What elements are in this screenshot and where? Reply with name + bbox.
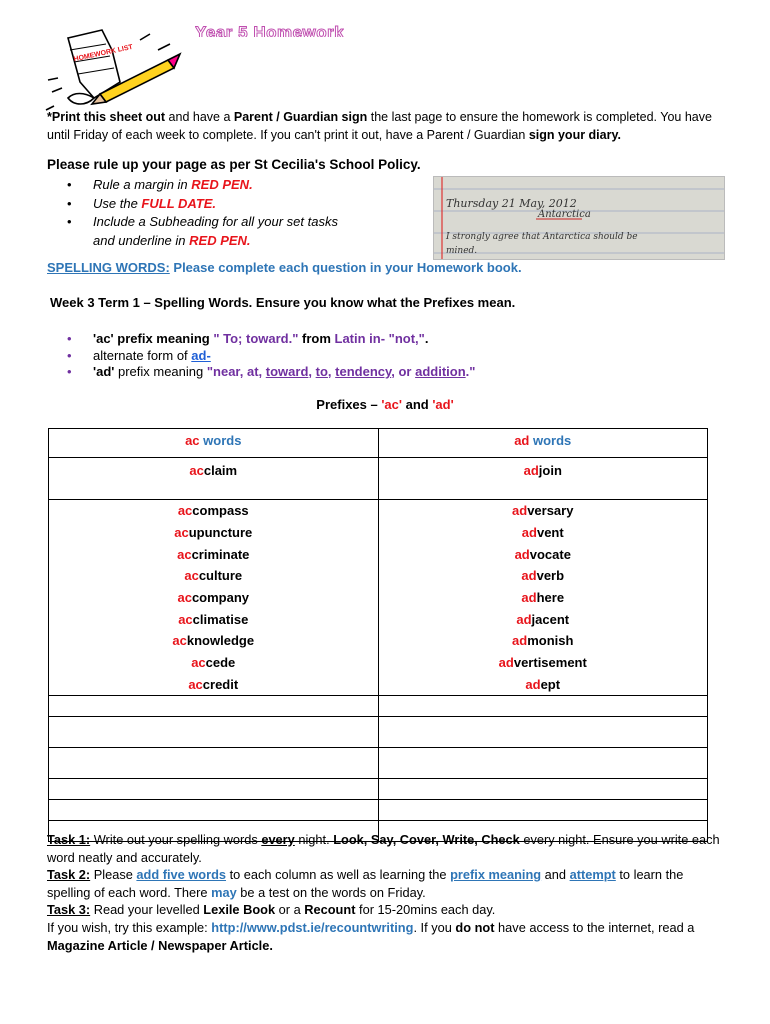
word-prefix: ac — [177, 590, 192, 606]
word-prefix: ac — [177, 546, 192, 562]
header-ac-words — [49, 429, 379, 458]
word-prefix: ad — [498, 655, 514, 671]
prefix-meanings — [67, 331, 475, 381]
table-header-row — [49, 429, 708, 458]
ad-link[interactable]: ad- — [191, 347, 211, 363]
prefix-ad-meaning — [67, 364, 475, 381]
task-emphasis: Lexile Book — [203, 902, 276, 918]
word-prefix: ad — [514, 546, 530, 562]
word-prefix: ad — [523, 463, 539, 478]
policy-rule — [65, 195, 338, 214]
meaning-purple: ." — [465, 364, 476, 379]
ad-word-cell — [378, 500, 708, 522]
ac-word-cell — [49, 608, 379, 630]
word-stem: ept — [540, 676, 561, 692]
task-text: have access to the internet, read a — [494, 919, 695, 935]
meaning-purple: , — [327, 364, 336, 379]
rule-text: Rule a margin in — [93, 177, 192, 192]
meaning-text: prefix meaning — [114, 364, 207, 379]
ac-word-cell — [49, 674, 379, 696]
task-2-label: Task 2: — [47, 867, 91, 883]
meaning-purple: Latin in- "not," — [334, 331, 425, 346]
empty-word-cell[interactable] — [378, 717, 708, 748]
word-stem: credit — [202, 676, 239, 692]
task-text: . If you — [413, 919, 456, 935]
rule-text: Include a Subheading for all your set tasks — [93, 214, 338, 229]
prefix-ac: 'ac' — [93, 331, 114, 346]
word-stem: compass — [192, 503, 249, 519]
word-stem: climatise — [192, 611, 249, 627]
word-prefix: ad — [512, 503, 528, 519]
ad-word-cell — [378, 587, 708, 609]
task-emphasis: every — [261, 832, 295, 847]
ad-word-cell — [378, 522, 708, 544]
rule-red: RED PEN. — [191, 177, 253, 192]
header-label: words — [199, 433, 242, 448]
ad-word-cell — [378, 608, 708, 630]
prefix-words-table — [48, 428, 708, 842]
empty-word-cell[interactable] — [378, 800, 708, 821]
word-stem: cede — [205, 655, 236, 671]
word-stem: claim — [203, 463, 238, 478]
task-3-label: Task 3: — [47, 902, 91, 918]
word-row — [49, 543, 708, 565]
policy-rules — [65, 176, 338, 250]
task-text: or a — [275, 902, 305, 918]
task-text: Please — [90, 867, 137, 883]
word-prefix: ac — [178, 611, 193, 627]
header-prefix: ad — [514, 433, 530, 448]
ad-word-cell — [378, 543, 708, 565]
table-title — [0, 397, 770, 412]
word-stem: upuncture — [188, 525, 253, 541]
ad-word-cell — [378, 565, 708, 587]
empty-word-cell[interactable] — [378, 696, 708, 717]
word-stem: vocate — [529, 546, 571, 562]
recount-writing-link[interactable]: http://www.pdst.ie/recountwriting — [211, 919, 414, 935]
policy-rule — [65, 213, 338, 250]
word-prefix: ad — [512, 633, 528, 649]
task-emphasis: Look, Say, Cover, Write, Check — [333, 832, 520, 847]
ac-word-cell — [49, 587, 379, 609]
ad-word-cell — [378, 458, 708, 500]
clipart-label: HOMEWORK LIST — [73, 43, 134, 64]
word-row — [49, 522, 708, 544]
prefix-ad: 'ad' — [93, 364, 115, 379]
header-ad-words — [378, 429, 708, 458]
word-row — [49, 608, 708, 630]
word-stem: vertisement — [513, 655, 587, 671]
ac-word-cell — [49, 522, 379, 544]
attempt-link[interactable]: attempt — [569, 867, 616, 883]
task-text: night. — [294, 832, 334, 847]
empty-word-row — [49, 800, 708, 821]
page-title: Year 5 Homework — [195, 23, 345, 37]
task-text: and — [541, 867, 570, 883]
empty-word-cell[interactable] — [378, 779, 708, 800]
word-stem: here — [536, 590, 565, 606]
meaning-purple: " To; toward." — [213, 331, 299, 346]
word-prefix: ad — [521, 590, 537, 606]
task-text: for 15-20mins each day. — [355, 902, 496, 918]
meaning-text: from — [298, 331, 335, 346]
policy-heading: Please rule up your page as per St Cecilia's School Policy. — [47, 157, 421, 172]
meaning-purple: , or — [391, 364, 416, 379]
word-prefix: ad — [525, 676, 541, 692]
table-title-ad: 'ad' — [432, 397, 454, 412]
addition-link[interactable]: addition — [415, 364, 466, 379]
word-stem: culture — [198, 568, 243, 584]
ac-word-cell — [49, 630, 379, 652]
empty-word-row — [49, 748, 708, 779]
word-stem: verb — [536, 568, 565, 584]
empty-word-cell[interactable] — [49, 696, 379, 717]
word-prefix: ac — [174, 525, 189, 541]
task-text: to learn the spelling of each word. There — [47, 867, 684, 900]
photo-line: mined. — [446, 246, 478, 256]
intro-bold-2: Parent / Guardian sign — [233, 110, 368, 124]
prefix-alt-form — [67, 348, 475, 365]
word-stem: vent — [536, 525, 564, 541]
word-prefix: ac — [184, 568, 199, 584]
table-title-ac: 'ac' — [381, 397, 402, 412]
ac-word-cell — [49, 565, 379, 587]
photo-date: Thursday 21 May, 2012 — [446, 197, 577, 210]
task-1-label: Task 1: — [47, 832, 91, 847]
intro-text-1: and have a — [165, 110, 234, 124]
table-title-text: and — [402, 397, 433, 412]
ad-word-cell — [378, 652, 708, 674]
word-row — [49, 674, 708, 696]
empty-word-cell[interactable] — [49, 779, 379, 800]
word-row — [49, 458, 708, 500]
empty-word-row — [49, 696, 708, 717]
word-prefix: ac — [172, 633, 187, 649]
word-prefix: ac — [188, 676, 203, 692]
task-emphasis: Magazine Article / Newspaper Article. — [47, 937, 273, 953]
word-row — [49, 500, 708, 522]
word-stem: versary — [527, 503, 574, 519]
word-prefix: ad — [521, 525, 537, 541]
ac-word-cell — [49, 458, 379, 500]
task-text: If you wish, try this example: — [47, 919, 212, 935]
policy-rule — [65, 176, 338, 195]
word-row — [49, 652, 708, 674]
word-stem: jacent — [531, 611, 570, 627]
intro-bold-1: *Print this sheet out — [47, 110, 166, 124]
tendency-link[interactable]: tendency — [335, 364, 392, 379]
empty-word-row — [49, 779, 708, 800]
empty-word-cell[interactable] — [49, 748, 379, 779]
meaning-text: prefix meaning — [113, 331, 214, 346]
meaning-text: alternate form of — [93, 347, 192, 363]
spelling-label: SPELLING WORDS: — [47, 260, 170, 275]
prefix-meaning-link[interactable]: prefix meaning — [450, 867, 542, 883]
rule-text: Use the — [93, 195, 142, 211]
word-row — [49, 587, 708, 609]
empty-word-cell[interactable] — [49, 800, 379, 821]
rule-red: RED PEN. — [189, 232, 251, 248]
word-prefix: ad — [521, 568, 537, 584]
ad-word-cell — [378, 630, 708, 652]
week-heading: Week 3 Term 1 – Spelling Words. Ensure you know what the Prefixes mean. — [50, 295, 516, 310]
task-emphasis: may — [211, 884, 237, 900]
header-label: words — [529, 433, 572, 448]
task-emphasis: Recount — [304, 902, 356, 918]
word-row — [49, 630, 708, 652]
task-text: every night. Ensure you write each word neatly and accurately. — [47, 832, 720, 865]
table-title-text: Prefixes – — [316, 397, 382, 412]
ad-word-cell — [378, 674, 708, 696]
word-prefix: ac — [191, 655, 206, 671]
word-prefix: ad — [516, 611, 532, 627]
rule-red: FULL DATE. — [141, 195, 217, 211]
intro-text-2: the last page to ensure the homework is completed. You have until Friday of each week to complete. If you can't print it out, have a Parent / Guardian — [47, 110, 712, 142]
empty-word-cell[interactable] — [378, 748, 708, 779]
meaning-purple: "near, at, — [206, 364, 266, 379]
word-stem: knowledge — [186, 633, 255, 649]
word-stem: company — [191, 590, 250, 606]
intro-bold-3: sign your diary. — [528, 128, 621, 142]
toward-link[interactable]: toward — [265, 364, 309, 379]
empty-word-row — [49, 717, 708, 748]
rule-text: and underline in — [93, 232, 190, 248]
intro-paragraph — [47, 108, 717, 144]
word-prefix: ac — [177, 503, 193, 519]
tasks-section — [47, 831, 727, 954]
word-prefix: ac — [189, 463, 204, 478]
ac-word-cell — [49, 652, 379, 674]
photo-line: I strongly agree that Antarctica should be — [446, 232, 638, 242]
spelling-text: Please complete each question in your Homework book. — [169, 260, 522, 275]
spelling-heading — [47, 260, 522, 275]
word-stem: join — [538, 463, 562, 478]
task-text: Write out your spelling words — [90, 832, 262, 847]
task-text: Read your levelled — [90, 902, 204, 918]
add-five-words-link[interactable]: add five words — [136, 867, 227, 883]
meaning-purple: , — [308, 364, 316, 379]
ac-word-cell — [49, 543, 379, 565]
empty-word-cell[interactable] — [49, 717, 379, 748]
task-emphasis: do not — [455, 919, 495, 935]
homework-clipart — [40, 20, 190, 120]
ac-word-cell — [49, 500, 379, 522]
task-text: be a test on the words on Friday. — [236, 884, 426, 900]
task-text: to each column as well as learning the — [226, 867, 451, 883]
word-stem: monish — [527, 633, 574, 649]
word-row — [49, 565, 708, 587]
to-link[interactable]: to — [315, 364, 328, 379]
photo-subheading: Antarctica — [538, 209, 591, 220]
header-prefix: ac — [185, 433, 200, 448]
word-stem: criminate — [191, 546, 250, 562]
example-page-photo — [433, 176, 725, 260]
prefix-ac-meaning — [67, 331, 475, 348]
meaning-text: . — [424, 331, 429, 346]
